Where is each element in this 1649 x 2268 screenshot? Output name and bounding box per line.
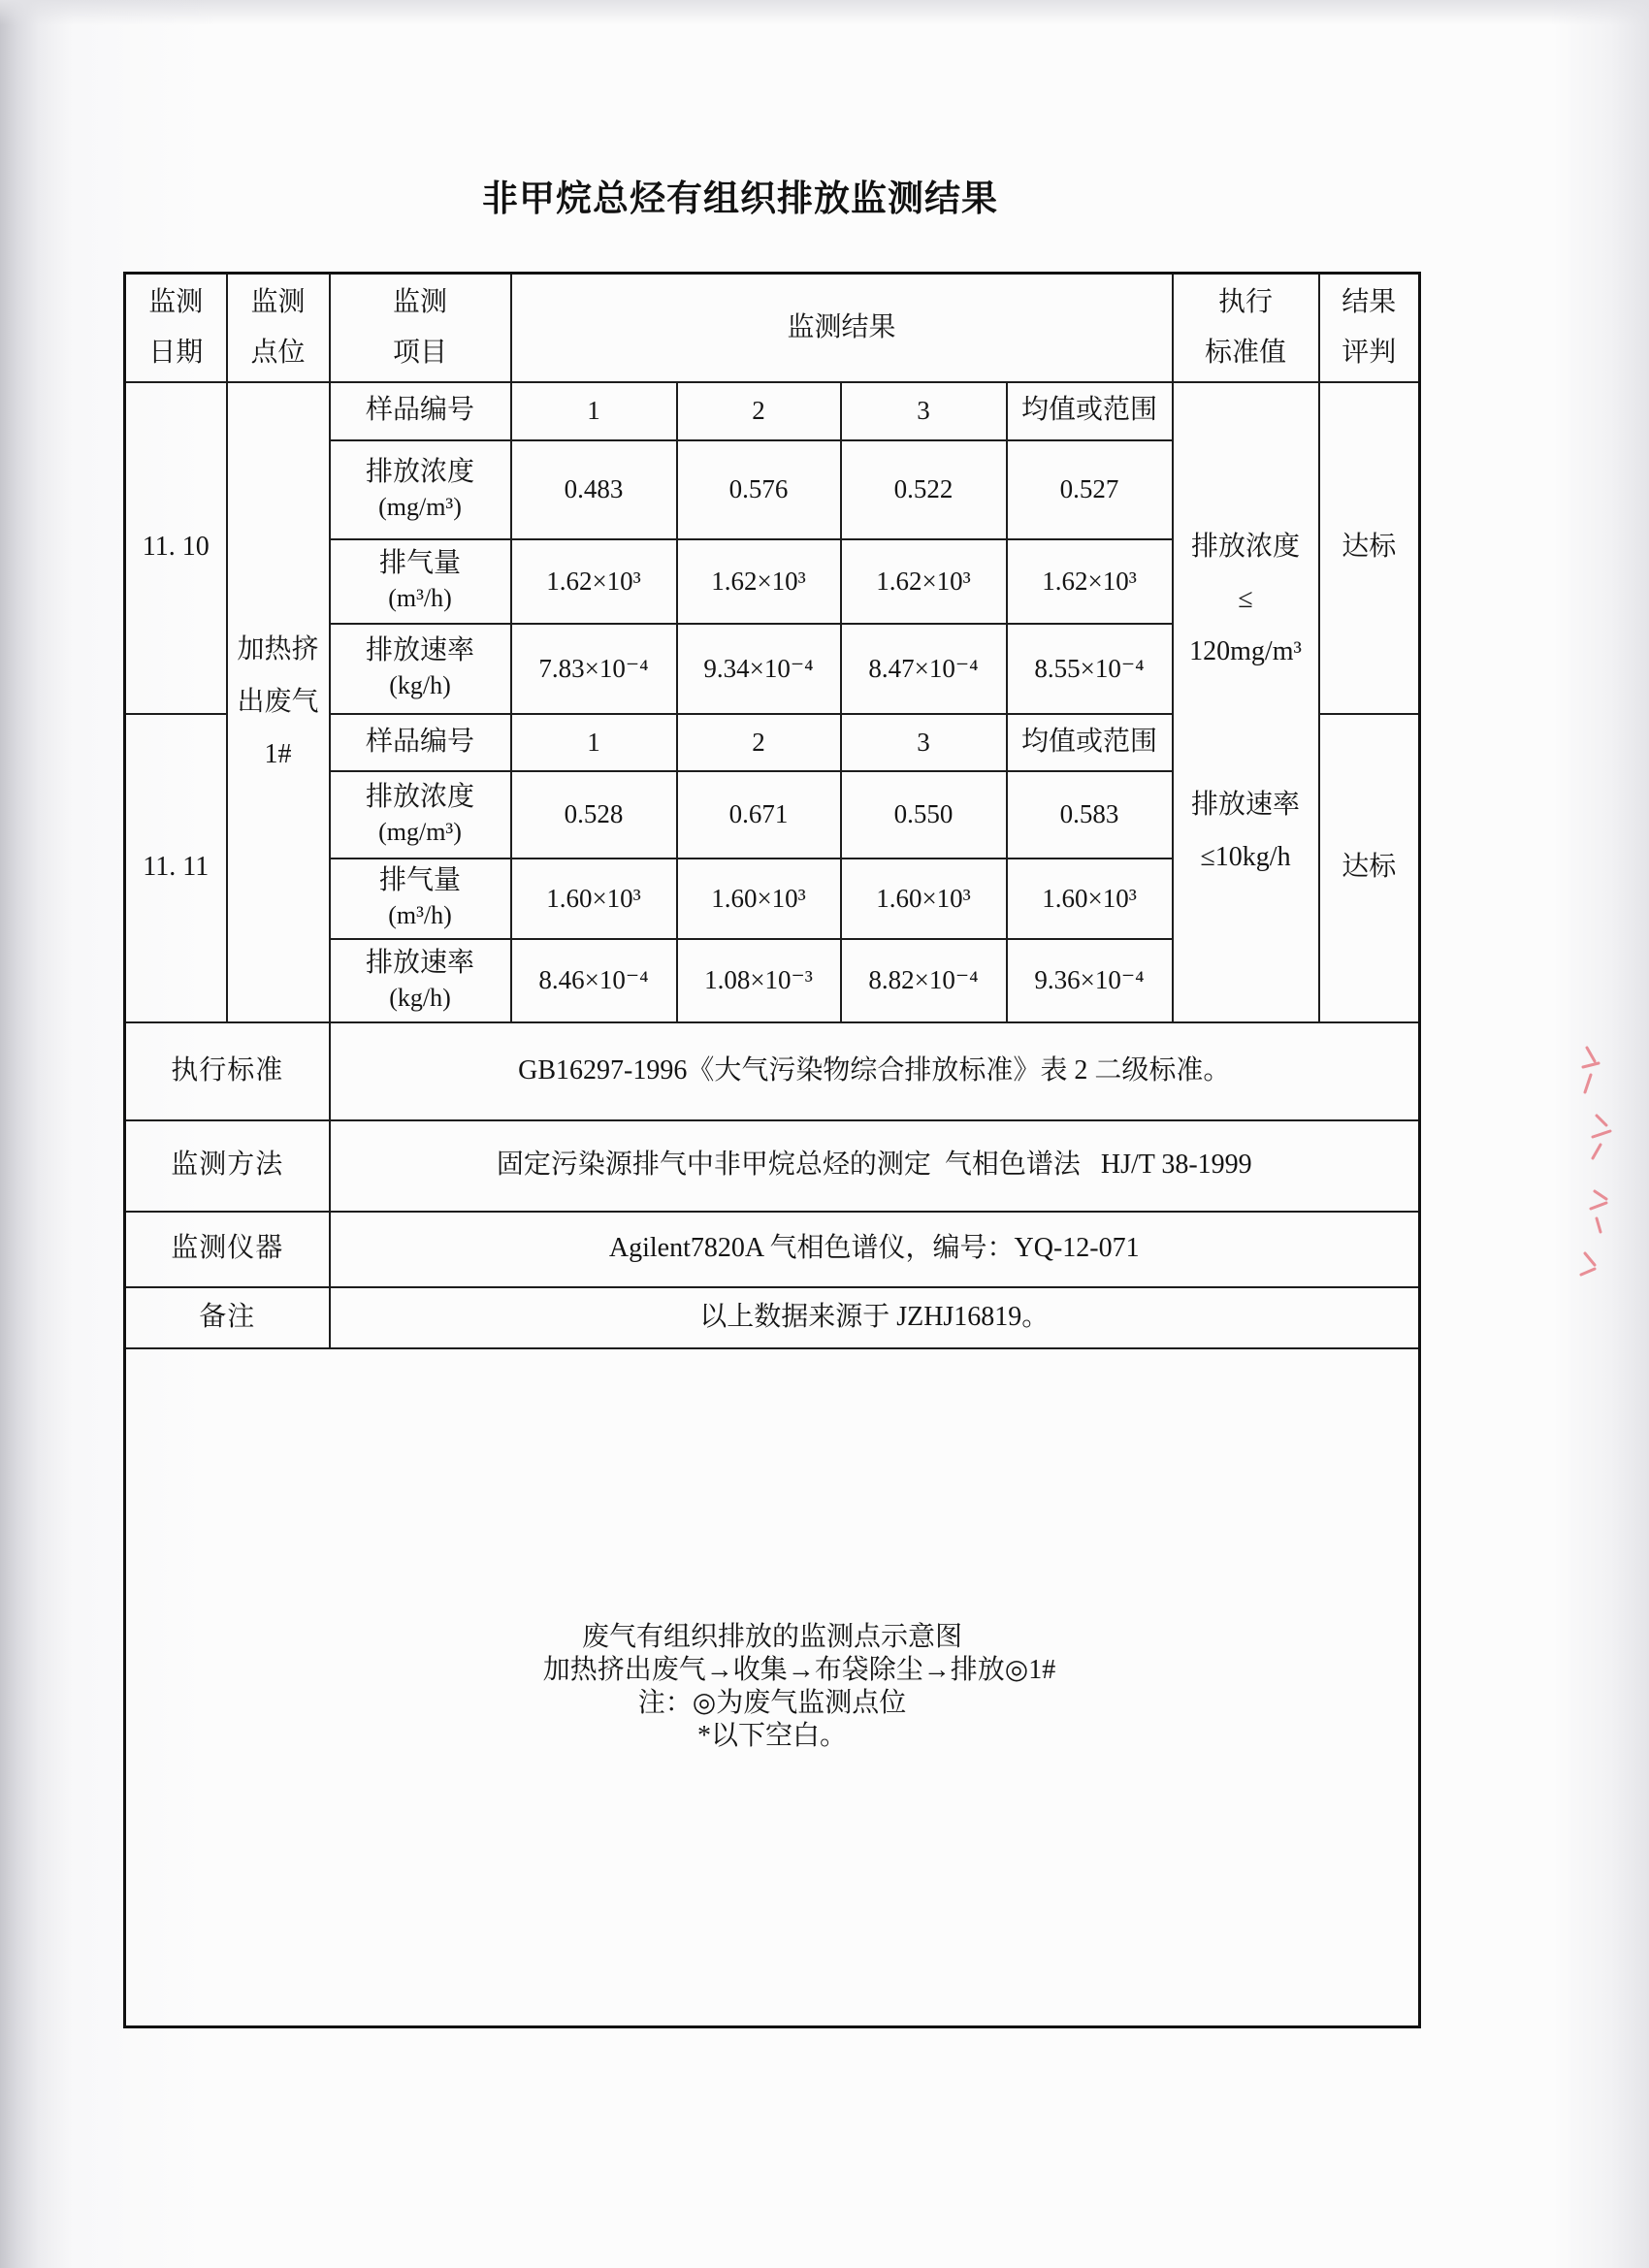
rate-label-text: 排放速率 [365, 635, 474, 665]
header-item [330, 274, 511, 382]
standard-concentration-operator: ≤ [1238, 583, 1253, 614]
header-judgement-line2: 评判 [1342, 337, 1397, 368]
header-item-line2: 项目 [392, 337, 447, 368]
footer-label: 监测仪器 [125, 1212, 330, 1287]
value-cell: 1.62×10³ [841, 539, 1007, 624]
footer-value: 以上数据来源于 JZHJ16819。 [330, 1287, 1420, 1348]
end-of-content-note: *以下空白。 [697, 1721, 848, 1752]
concentration-label-text: 排放浓度 [365, 456, 474, 487]
value-cell: 0.576 [677, 440, 841, 539]
header-date [125, 274, 227, 382]
value-cell: 0.583 [1007, 771, 1173, 859]
sample-number-label: 样品编号 [330, 714, 511, 771]
value-cell: 1.60×10³ [677, 859, 841, 939]
value-cell: 0.550 [841, 771, 1007, 859]
rate-unit: (kg/h) [389, 671, 451, 699]
footer-row-standard [125, 1022, 1420, 1120]
footer-value: Agilent7820A 气相色谱仪，编号：YQ-12-071 [330, 1212, 1420, 1287]
table-row [125, 382, 1420, 440]
value-cell: 9.36×10⁻⁴ [1007, 939, 1173, 1022]
process-flow: 加热挤出废气→收集→布袋除尘→排放◎1# [542, 1655, 1056, 1686]
standard-rate-label: 排放速率 [1191, 789, 1301, 820]
monitoring-point-line2: 出废气 [237, 686, 319, 717]
concentration-label [330, 771, 511, 859]
flow-unit: (m³/h) [388, 901, 452, 929]
sample-header: 3 [841, 714, 1007, 771]
sample-header: 1 [511, 714, 677, 771]
header-results: 监测结果 [511, 274, 1173, 382]
flow-label [330, 859, 511, 939]
value-cell: 1.62×10³ [677, 539, 841, 624]
value-cell: 1.62×10³ [1007, 539, 1173, 624]
sample-header: 2 [677, 714, 841, 771]
sample-header: 1 [511, 382, 677, 440]
value-cell: 0.671 [677, 771, 841, 859]
footer-label: 执行标准 [125, 1022, 330, 1120]
judgement-cell: 达标 [1319, 714, 1420, 1022]
page-title: 非甲烷总烃有组织排放监测结果 [482, 178, 998, 218]
value-cell: 0.483 [511, 440, 677, 539]
header-date-line1: 监测 [148, 286, 204, 317]
sample-header: 2 [677, 382, 841, 440]
header-point [227, 274, 330, 382]
rate-unit: (kg/h) [389, 983, 451, 1012]
header-point-line2: 点位 [250, 337, 306, 368]
scan-top-shadow [0, 0, 1649, 25]
value-cell: 1.62×10³ [511, 539, 677, 624]
footer-value: 固定污染源排气中非甲烷总烃的测定 气相色谱法 HJ/T 38-1999 [330, 1120, 1420, 1212]
concentration-label [330, 440, 511, 539]
date-cell: 11. 10 [125, 382, 227, 714]
standard-rate [1174, 779, 1318, 884]
flow-label-text: 排气量 [378, 865, 461, 895]
standard-concentration [1174, 521, 1318, 678]
header-standard [1173, 274, 1319, 382]
value-cell: 8.55×10⁻⁴ [1007, 624, 1173, 714]
sample-header: 3 [841, 382, 1007, 440]
notes-row [125, 1348, 1420, 2027]
header-point-line1: 监测 [250, 286, 306, 317]
header-date-line2: 日期 [148, 337, 204, 368]
notes-cell [125, 1348, 1420, 2027]
value-cell: 8.46×10⁻⁴ [511, 939, 677, 1022]
standard-concentration-label: 排放浓度 [1191, 531, 1301, 562]
value-cell: 9.34×10⁻⁴ [677, 624, 841, 714]
header-item-line1: 监测 [392, 286, 447, 317]
date-cell: 11. 11 [125, 714, 227, 1022]
flow-label-text: 排气量 [378, 548, 461, 578]
header-judgement [1319, 274, 1420, 382]
flow-unit: (m³/h) [388, 584, 452, 612]
monitoring-point-note: 注：◎为废气监测点位 [637, 1688, 907, 1719]
header-row [125, 274, 1420, 382]
value-cell: 8.82×10⁻⁴ [841, 939, 1007, 1022]
value-cell: 0.522 [841, 440, 1007, 539]
footer-value: GB16297-1996《大气污染物综合排放标准》表 2 二级标准。 [330, 1022, 1420, 1120]
header-standard-line2: 标准值 [1205, 337, 1287, 368]
concentration-label-text: 排放浓度 [365, 781, 474, 812]
concentration-unit: (mg/m³) [378, 817, 462, 846]
footer-label: 备注 [125, 1287, 330, 1348]
standard-concentration-limit: 120mg/m³ [1189, 635, 1302, 666]
footer-row-remarks [125, 1287, 1420, 1348]
value-cell: 0.527 [1007, 440, 1173, 539]
sample-number-label: 样品编号 [330, 382, 511, 440]
header-judgement-line1: 结果 [1342, 286, 1397, 317]
rate-label [330, 624, 511, 714]
value-cell: 7.83×10⁻⁴ [511, 624, 677, 714]
footer-label: 监测方法 [125, 1120, 330, 1212]
value-cell: 1.60×10³ [1007, 859, 1173, 939]
rate-label-text: 排放速率 [365, 947, 474, 978]
monitoring-point-cell [227, 382, 330, 1022]
value-cell: 1.08×10⁻³ [677, 939, 841, 1022]
value-cell: 1.60×10³ [511, 859, 677, 939]
header-standard-line1: 执行 [1218, 286, 1274, 317]
flow-label [330, 539, 511, 624]
value-cell: 8.47×10⁻⁴ [841, 624, 1007, 714]
rate-label [330, 939, 511, 1022]
results-table [123, 272, 1421, 2028]
standard-cell [1173, 382, 1319, 1022]
diagram-title: 废气有组织排放的监测点示意图 [582, 1621, 963, 1652]
concentration-unit: (mg/m³) [378, 492, 462, 521]
seal-fragment [1558, 1028, 1645, 1300]
value-cell: 1.60×10³ [841, 859, 1007, 939]
judgement-cell: 达标 [1319, 382, 1420, 714]
monitoring-point-line1: 加热挤 [237, 633, 319, 664]
footer-row-method [125, 1120, 1420, 1212]
value-cell: 0.528 [511, 771, 677, 859]
monitoring-point-line3: 1# [264, 738, 292, 769]
sample-header: 均值或范围 [1007, 714, 1173, 771]
footer-row-instrument [125, 1212, 1420, 1287]
standard-rate-limit: ≤10kg/h [1200, 841, 1291, 872]
sample-header: 均值或范围 [1007, 382, 1173, 440]
